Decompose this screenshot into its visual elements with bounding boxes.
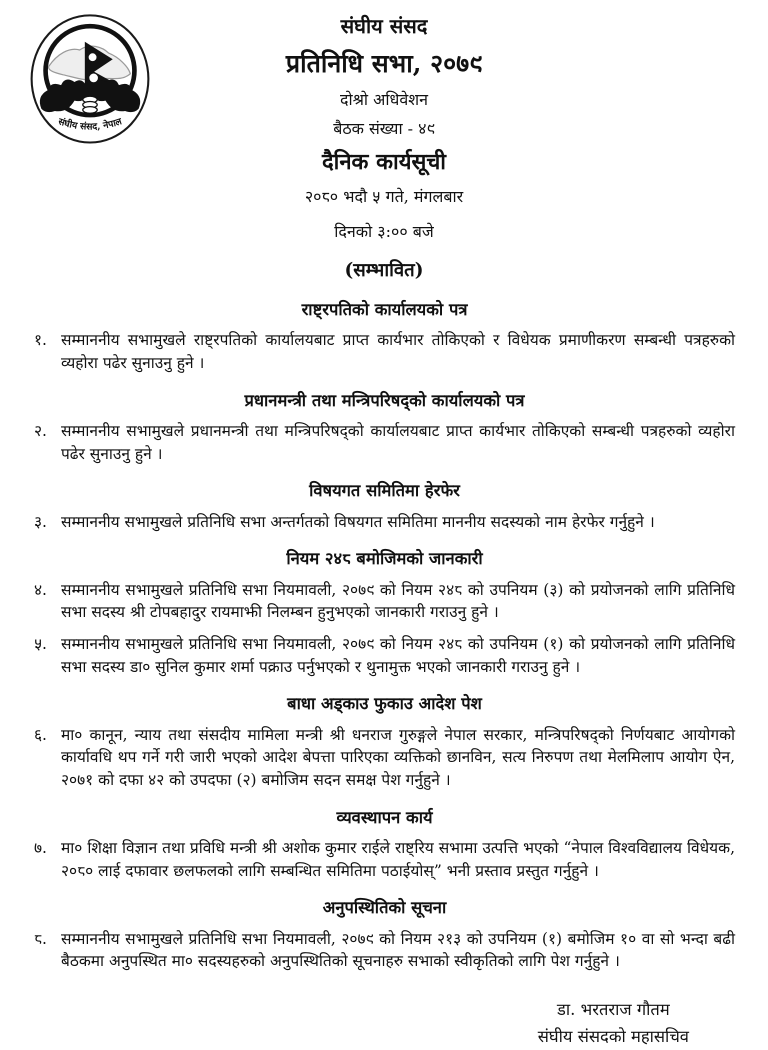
section-heading: राष्ट्रपतिको कार्यालयको पत्र (301, 299, 468, 319)
seal-caption-text: संघीय संसद, नेपाल (56, 116, 124, 133)
tentative-label: (सम्भावित) (344, 259, 424, 281)
agenda-item-number: ६. (34, 725, 47, 744)
agenda-item-number: १. (34, 331, 47, 350)
agenda-item (34, 579, 735, 624)
section-pm-office-letter (34, 390, 735, 466)
agenda-item-number: ८. (34, 929, 47, 948)
agenda-item (34, 928, 735, 973)
agenda-content (0, 282, 768, 1047)
document-title: दैनिक कार्यसूची (321, 149, 447, 176)
meeting-date: २०८० भदौ ५ गते, मंगलबार (304, 186, 464, 206)
session-label: दोश्रो अधिवेशन (339, 90, 429, 110)
agenda-item-text: सम्माननीय सभामुखले प्रतिनिधि सभा नियमावली, २०७९ को नियम २४८ को उपनियम (१) को प्रयोजनको लागि प्रतिनिधि सभा सदस्य डा० सुनिल कुमार शर्मा पक्राउ पर्नुभएको र थुनामुक्त भएको जानकारी गराउनु हुने । (61, 635, 735, 676)
agenda-item-text: सम्माननीय सभामुखले प्रधानमन्त्री तथा मन्त्रिपरिषद्को कार्यालयबाट प्राप्त कार्यभार तोकिएको सम्बन्धी पत्रहरुको व्यहोरा पढेर सुनाउनु हुने । (61, 422, 735, 463)
meeting-number: बैठक संख्या - ४९ (333, 119, 435, 139)
parliament-seal-icon (28, 12, 152, 150)
coil-shape (83, 107, 97, 114)
section-heading: नियम २४८ बमोजिमको जानकारी (286, 549, 483, 569)
section-heading: अनुपस्थितिको सूचना (322, 898, 447, 918)
agenda-item-text: मा० शिक्षा विज्ञान तथा प्रविधि मन्त्री श्री अशोक कुमार राईले राष्ट्रिय सभामा उत्पत्ति भएको “नेपाल विश्वविद्यालय विधेयक, २०८० लाई दफावार छलफलको लागि सम्बन्धित समितिमा पठाईयोस्” भनी प्रस्ताव प्रस्तुत गर्नुहुने । (61, 839, 735, 880)
agenda-item (34, 724, 735, 792)
meeting-time: दिनको ३:०० बजे (334, 221, 434, 241)
section-legislative-business (34, 807, 735, 883)
section-heading: विषयगत समितिमा हेरफेर (309, 481, 460, 501)
agenda-item-text: सम्माननीय सभामुखले राष्ट्रपतिको कार्यालयबाट प्राप्त कार्यभार तोकिएको र विधेयक प्रमाणीकरण सम्बन्धी पत्रहरुको व्यहोरा पढेर सुनाउनु हुने । (61, 331, 735, 372)
org-name: संघीय संसद (340, 14, 428, 38)
agenda-item-number: ५. (34, 635, 47, 653)
agenda-item-number: ४. (34, 580, 47, 599)
signatory-name: डा. भरतराज गौतम (557, 999, 670, 1019)
section-absence-notice (34, 897, 735, 973)
agenda-item-text: मा० कानून, न्याय तथा संसदीय मामिला मन्त्री श्री धनराज गुरुङ्गले नेपाल सरकार, मन्त्रिपरिषद्को निर्णयबाट आयोगको कार्यावधि थप गर्ने गरी जारी भएको आदेश बेपत्ता पारिएका व्यक्तिको छानविन, सत्य निरुपण तथा मेलमिलाप आयोग ऐन, २०७१ को दफा ४२ को उपदफा (२) बमोजिम सदन समक्ष पेश गर्नुहुने । (61, 725, 735, 789)
section-heading: बाधा अड्काउ फुकाउ आदेश पेश (287, 694, 482, 714)
agenda-item (34, 633, 735, 678)
agenda-item-text: सम्माननीय सभामुखले प्रतिनिधि सभा नियमावली, २०७९ को नियम २४८ को उपनियम (३) को प्रयोजनको लागि प्रतिनिधि सभा सदस्य श्री टोपबहादुर रायमाझी निलम्बन हुनुभएको जानकारी गराउनु हुने । (61, 580, 735, 622)
agenda-item-number: ७. (34, 839, 47, 857)
section-rule-248-information (34, 548, 735, 678)
section-president-office-letter (34, 299, 735, 375)
section-removal-of-obstruction-order (34, 693, 735, 791)
section-heading: व्यवस्थापन कार्य (336, 807, 433, 827)
agenda-item-text: सम्माननीय सभामुखले प्रतिनिधि सभा अन्तर्गतको विषयगत समितिमा माननीय सदस्यको नाम हेरफेर गर्नुहुने । (61, 512, 655, 531)
section-heading: प्रधानमन्त्री तथा मन्त्रिपरिषद्को कार्यालयको पत्र (244, 390, 525, 410)
agenda-item-text: सम्माननीय सभामुखले प्रतिनिधि सभा नियमावली, २०७९ को नियम २१३ को उपनियम (१) बमोजिम १० वा सो भन्दा बढी बैठकमा अनुपस्थित मा० सदस्यहरुको अनुपस्थितिको सूचनाहरु सभाको स्वीकृतिको लागि पेश गर्नुहुने । (61, 929, 735, 971)
signatory-title: संघीय संसदको महासचिव (537, 1027, 689, 1047)
section-committee-change (34, 480, 735, 533)
flag-sun-mark (89, 74, 98, 83)
house-title: प्रतिनिधि सभा, २०७९ (285, 49, 483, 78)
flag-moon-mark (89, 53, 97, 61)
parliament-seal (28, 12, 152, 150)
agenda-item (34, 420, 735, 465)
agenda-item (34, 329, 735, 374)
agenda-item-number: ३. (34, 512, 47, 531)
agenda-item-number: २. (34, 422, 47, 440)
agenda-item (34, 511, 735, 534)
signature-block (538, 996, 689, 1050)
agenda-item (34, 837, 735, 882)
